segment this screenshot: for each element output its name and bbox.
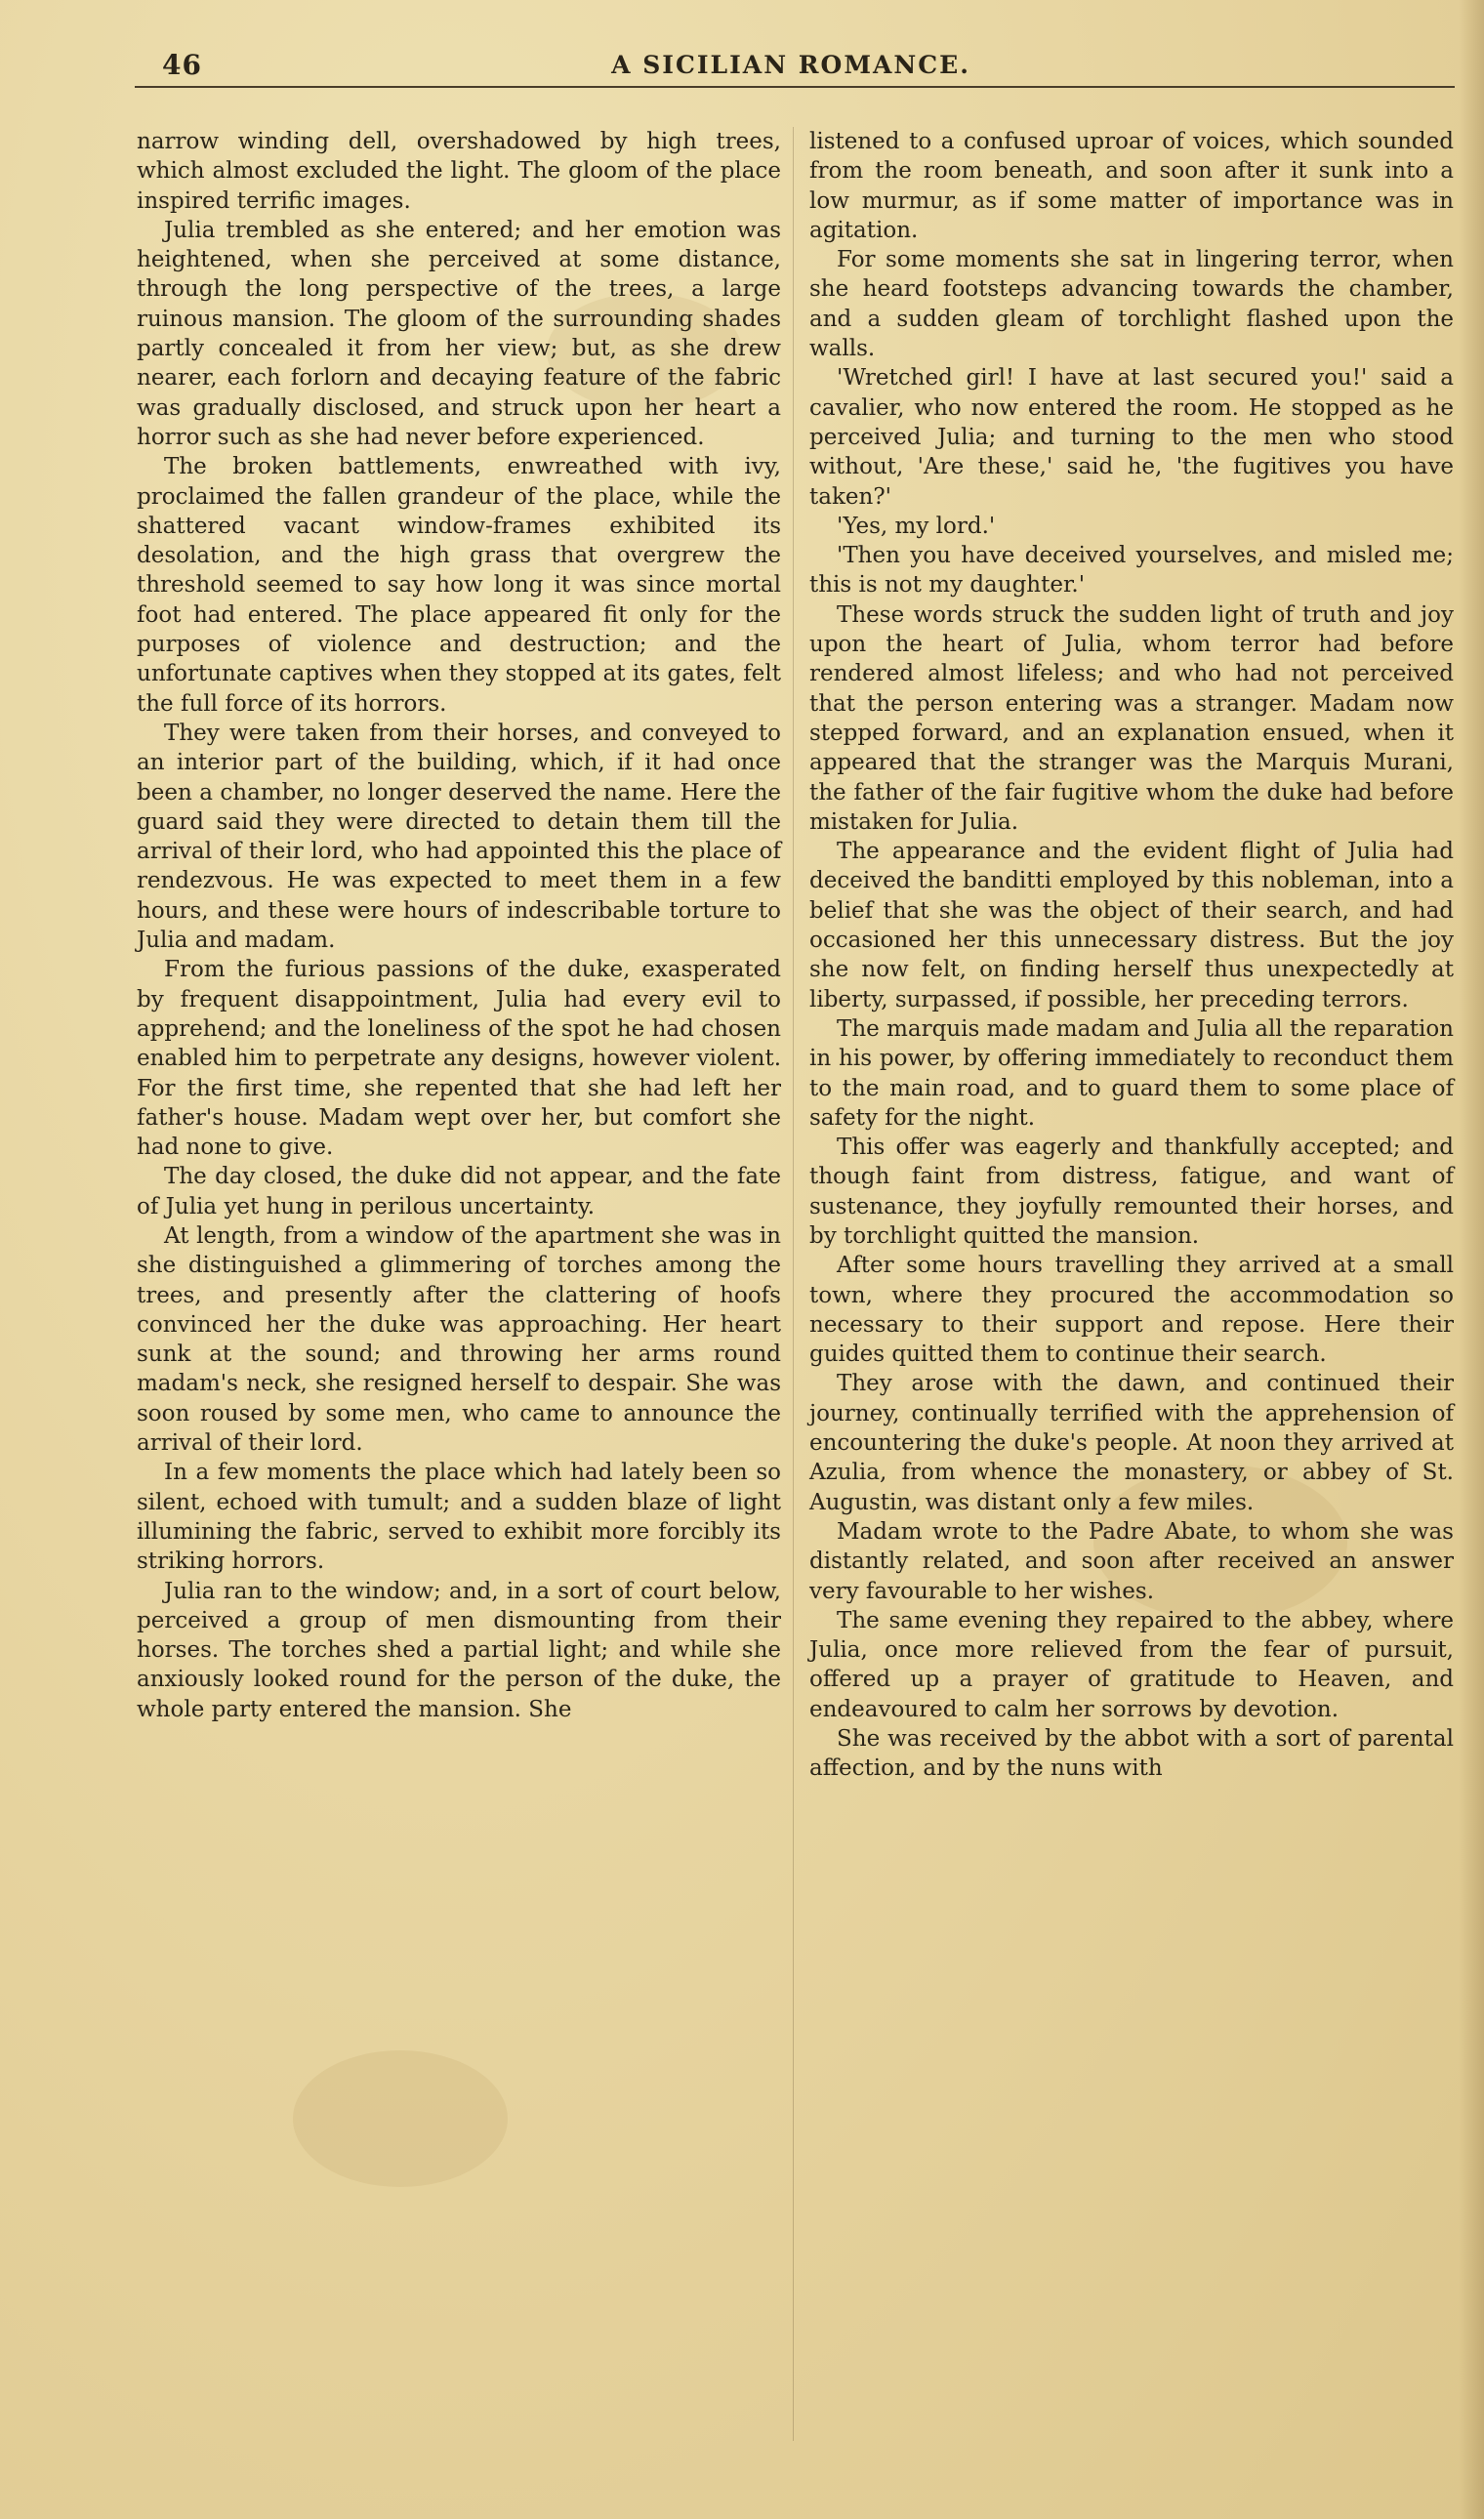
paragraph: Julia trembled as she entered; and her emotion was heightened, when she perceived at some distance, through the long perspective of the trees, a large ruinous mansion. The gloom of the surrounding shades partly concealed it from her view; but, as she drew nearer, each forlorn and decaying feature of the fabric was gradually disclosed, and struck upon her heart a horror such as she had never before experienced. (137, 217, 781, 450)
paragraph: narrow winding dell, overshadowed by high trees, which almost excluded the light. The gloom of the place inspired terrific images. (137, 129, 781, 214)
page-edge-shadow (1459, 0, 1484, 2519)
page-header (137, 49, 1445, 88)
paragraph: This offer was eagerly and thankfully accepted; and though faint from distress, fatigue, and want of sustenance, they joyfully remounted their horses, and by torchlight quitted the mansion. (809, 1135, 1454, 1249)
paragraph: listened to a confused uproar of voices, which sounded from the room beneath, and soon after it sunk into a low murmur, as if some matter of importance was in agitation. (809, 129, 1454, 243)
paragraph: The broken battlements, enwreathed with ivy, proclaimed the fallen grandeur of the place, while the shattered vacant window-frames exhibited its desolation, and the high grass that overgrew the threshold seemed to say how long it was since mortal foot had entered. The place appeared fit only for the purposes of violence and destruction; and the unfortunate captives when they stopped at its gates, felt the full force of its horrors. (137, 454, 781, 717)
paragraph: 'Then you have deceived yourselves, and misled me; this is not my daughter.' (809, 543, 1454, 599)
paragraph: The day closed, the duke did not appear, and the fate of Julia yet hung in perilous uncertainty. (137, 1164, 781, 1219)
paragraph: In a few moments the place which had lately been so silent, echoed with tumult; and a sudden blaze of light illumining the fabric, served to exhibit more forcibly its striking horrors. (137, 1460, 781, 1575)
column-gutter (793, 127, 794, 2441)
paragraph: Madam wrote to the Padre Abate, to whom she was distantly related, and soon after received an answer very favourable to her wishes. (809, 1518, 1454, 1604)
header-rule (135, 86, 1455, 88)
right-column (809, 127, 1454, 1784)
paragraph: From the furious passions of the duke, exasperated by frequent disappointment, Julia had every evil to apprehend; and the loneliness of the spot he had chosen enabled him to perpetrate any designs, however violent. For the first time, she repented that she had left her father's house. Madam wept over her, but comfort she had none to give. (137, 957, 781, 1161)
paragraph: After some hours travelling they arrived at a small town, where they procured the accommodation so necessary to their support and repose. Here their guides quitted them to continue their search. (809, 1253, 1454, 1368)
paragraph: Julia ran to the window; and, in a sort of court below, perceived a group of men dismounting from their horses. The torches shed a partial light; and while she anxiously looked round for the person of the duke, the whole party entered the mansion. She (137, 1578, 781, 1722)
paragraph: For some moments she sat in lingering terror, when she heard footsteps advancing towards the chamber, and a sudden gleam of torchlight flashed upon the walls. (809, 247, 1454, 362)
paragraph: She was received by the abbot with a sort of parental affection, and by the nuns with (809, 1726, 1454, 1782)
paper-stain (293, 2050, 508, 2187)
left-column (137, 127, 781, 1724)
paragraph: The appearance and the evident flight of Julia had deceived the banditti employed by this nobleman, into a belief that she was the object of their search, and had occasioned her this unnecessary distress. But the joy she now felt, on finding herself thus unexpectedly at liberty, surpassed, if possible, her preceding terrors. (809, 839, 1454, 1012)
paragraph: At length, from a window of the apartment she was in she distinguished a glimmering of torches among the trees, and presently after the clattering of hoofs convinced her the duke was approaching. Her heart sunk at the sound; and throwing her arms round madam's neck, she resigned herself to despair. She was soon roused by some men, who came to announce the arrival of their lord. (137, 1222, 781, 1457)
paragraph: 'Wretched girl! I have at last secured you!' said a cavalier, who now entered the room. He stopped as he perceived Julia; and turning to the men who stood without, 'Are these,' said he, 'the fugitives you have taken?' (809, 365, 1454, 510)
paragraph: The same evening they repaired to the abbey, where Julia, once more relieved from the fear of pursuit, offered up a prayer of gratitude to Heaven, and endeavoured to calm her sorrows by devotion. (809, 1607, 1454, 1722)
paragraph: They were taken from their horses, and conveyed to an interior part of the building, which, if it had once been a chamber, no longer deserved the name. Here the guard said they were directed to detain them till the arrival of their lord, who had appointed this the place of rendezvous. He was expected to meet them in a few hours, and these were hours of indescribable torture to Julia and madam. (137, 720, 781, 954)
page-number: 46 (162, 49, 202, 81)
running-title: A SICILIAN ROMANCE. (611, 51, 970, 79)
paragraph: They arose with the dawn, and continued their journey, continually terrified with the apprehension of encountering the duke's people. At noon they arrived at Azulia, from whence the monastery, or abbey of St. Augustin, was distant only a few miles. (809, 1371, 1454, 1515)
paragraph: The marquis made madam and Julia all the reparation in his power, by offering immediately to reconduct them to the main road, and to guard them to some place of safety for the night. (809, 1015, 1454, 1131)
paragraph: These words struck the sudden light of truth and joy upon the heart of Julia, whom terror had before rendered almost lifeless; and who had not perceived that the person entering was a stranger. Madam now stepped forward, and an explanation ensued, when it appeared that the stranger was the Marquis Murani, the father of the fair fugitive whom the duke had before mistaken for Julia. (809, 601, 1454, 835)
paragraph: 'Yes, my lord.' (837, 513, 996, 539)
